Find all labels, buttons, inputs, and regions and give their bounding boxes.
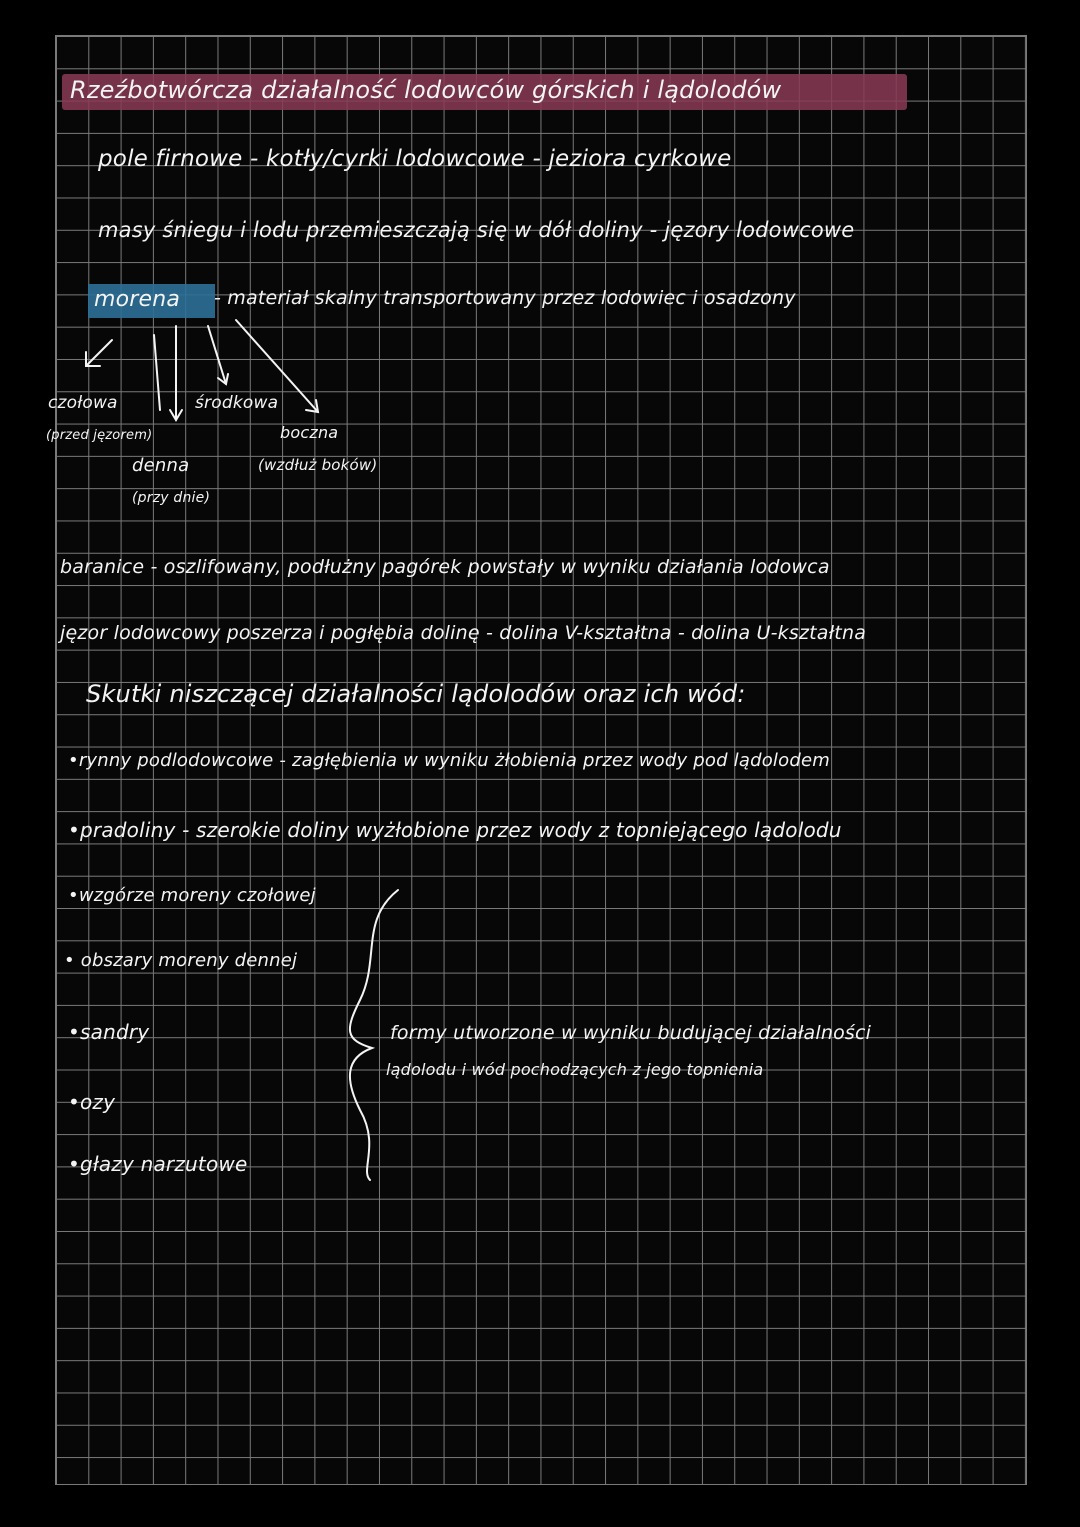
note-title: Rzeźbotwórcza działalność lodowców górskich i lądolodów [70, 76, 782, 104]
brace-note-line2: lądolodu i wód pochodzących z jego topnienia [386, 1060, 764, 1079]
skutki-heading: Skutki niszczącej działalności lądolodów oraz ich wód: [86, 680, 746, 708]
morena-srodkowa: środkowa [195, 393, 279, 413]
bullet-pradoliny: •pradoliny - szerokie doliny wyżłobione przez wody z topniejącego lądolodu [68, 818, 842, 842]
morena-boczna: boczna [280, 423, 339, 442]
morena-czolowa-note: (przed jęzorem) [46, 428, 153, 443]
line-masy-sniegu: masy śniegu i lodu przemieszczają się w dół doliny - jęzory lodowcowe [98, 218, 855, 242]
morena-czolowa: czołowa [48, 393, 118, 413]
line-jezor: jęzor lodowcowy poszerza i pogłębia dolinę - dolina V-kształtna - dolina U-kształtna [60, 622, 867, 644]
bullet-wzgorze-moreny: •wzgórze moreny czołowej [68, 885, 316, 906]
morena-boczna-note: (wzdłuż boków) [258, 456, 378, 474]
morena-denna: denna [132, 455, 190, 476]
line-baranice: baranice - oszlifowany, podłużny pagórek powstały w wyniku działania lodowca [60, 556, 830, 578]
morena-denna-note: (przy dnie) [132, 490, 211, 506]
bullet-glazy: •głazy narzutowe [68, 1152, 248, 1176]
brace-note-line1: formy utworzone w wyniku budującej działalności [390, 1022, 872, 1044]
bullet-rynny: •rynny podlodowcowe - zagłębienia w wyniku żłobienia przez wody pod lądolodem [68, 750, 830, 771]
morena-definition: - materiał skalny transportowany przez lodowiec i osadzony [214, 287, 796, 309]
bullet-ozy: •ozy [68, 1090, 116, 1114]
bullet-obszary-moreny: • obszary moreny dennej [64, 950, 298, 971]
bullet-sandry: •sandry [68, 1020, 150, 1044]
line-pole-firnowe: pole firnowe - kotły/cyrki lodowcowe - jeziora cyrkowe [98, 146, 732, 172]
morena-term: morena [94, 287, 181, 312]
